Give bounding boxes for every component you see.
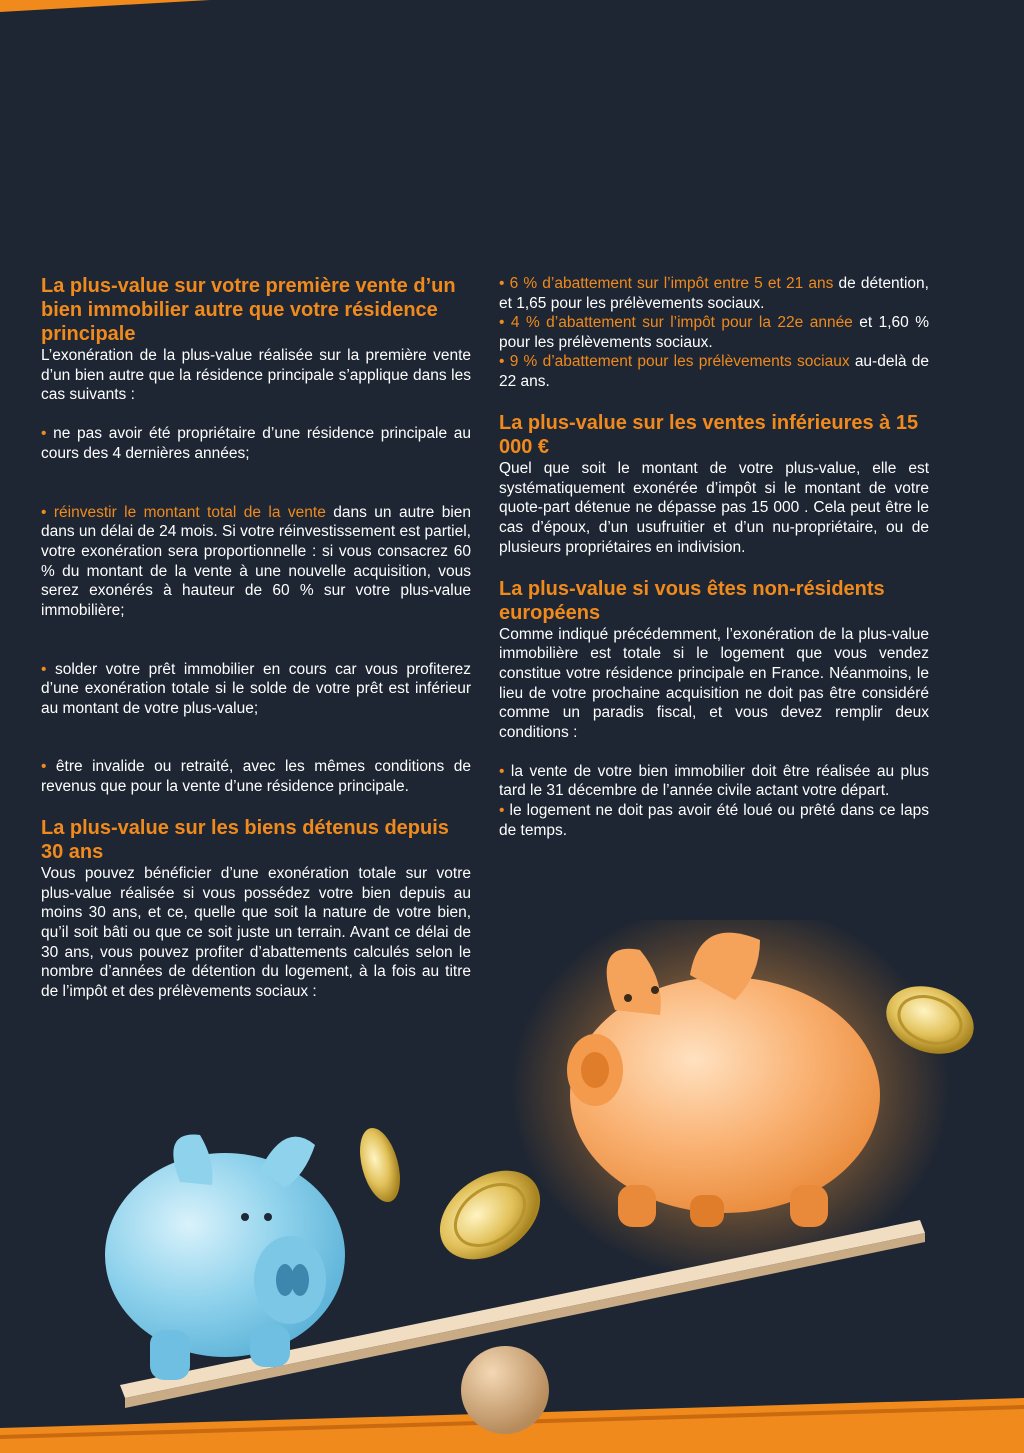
section-title-first-sale: La plus-value sur votre première vente d’un bien immobilier autre que votre résidence principale [41, 275, 456, 345]
list-item [499, 352, 929, 391]
under-15000-text: Quel que soit le montant de votre plus-value, elle est systématiquement exonérée d’impôt si le montant de votre quote-part détenue ne dépasse pas 15 000 . Cela peut être le cas d’époux, d’un usufruitier et d’un nu-propriétaire, ou de plusieurs propriétaires en indivision. [499, 460, 929, 556]
list-item-highlight: 4 % d’abattement sur l’impôt pour la 22e année [510, 314, 853, 332]
30-years-text: Vous pouvez bénéficier d’une exonération totale sur votre plus-value réalisée si vous possédez votre bien depuis au moins 30 ans, et ce, quelle que soit la nature de votre bien, qu’il soit bâti ou que ce soit juste un terrain. Avant ce délai de 30 ans, vous pouvez profiter d’abattements calculés selon le nombre d’années de détention du logement, à la fois au titre de l’impôt et des prélèvements sociaux : [41, 865, 471, 1000]
bullet-icon: • [41, 425, 47, 443]
list-item [41, 757, 471, 796]
seesaw-pivot-ball [461, 1346, 549, 1434]
bullet-icon: • [41, 758, 47, 776]
top-accent-stripe [0, 0, 1024, 14]
bullet-icon: • [41, 660, 47, 678]
list-item-highlight: 9 % d’abattement pour les prélèvements sociaux [509, 353, 850, 371]
list-item-text: solder votre prêt immobilier en cours car vous profiterez d’une exonération totale si le solde de votre prêt est inférieur au montant de votre plus-value; [41, 660, 472, 717]
list-item-text: être invalide ou retraité, avec les mêmes conditions de revenus que pour la vente d’une résidence principale. [41, 758, 472, 796]
list-item-text: dans un autre bien dans un délai de 24 mois. Si votre réinvestissement est partiel, votre exonération sera proportionnelle : si vous consacrez 60 % du montant de la vente à une nouvelle acquisition, vous serez exonérés à hauteur de 60 % sur votre plus-value immobilière; [41, 503, 471, 619]
list-item [499, 274, 929, 313]
right-column [499, 274, 929, 840]
list-item-text: et 1,60 % pour les prélèvements sociaux. [499, 314, 930, 351]
bullet-icon: • [41, 503, 47, 521]
list-item-text: au-delà de 22 ans. [499, 353, 930, 390]
list-item-text: le logement ne doit pas avoir été loué ou prêté dans ce laps de temps. [499, 802, 929, 839]
bullet-icon: • [499, 314, 505, 332]
coin-icon [353, 1124, 407, 1207]
first-sale-intro: L’exonération de la plus-value réalisée sur la première vente d’un bien autre que la résidence principale s’applique dans les cas suivants : [41, 347, 471, 404]
bullet-icon: • [499, 353, 505, 371]
list-item [41, 503, 471, 621]
left-column [41, 274, 471, 1001]
list-item-highlight: réinvestir le montant total de la vente [53, 503, 326, 521]
section-title-non-residents: La plus-value si vous êtes non-résidents européens [499, 577, 885, 624]
list-item [41, 660, 471, 719]
piggy-bank-seesaw-illustration [0, 920, 1024, 1453]
list-item-text: de détention, et 1,65 pour les prélèvements sociaux. [499, 275, 929, 312]
section-title-under-15000: La plus-value sur les ventes inférieures à 15 000 € [499, 412, 919, 459]
list-item-text: ne pas avoir été propriétaire d’une résidence principale au cours des 4 dernières années; [41, 425, 471, 462]
list-item [499, 762, 929, 801]
list-item-text: la vente de votre bien immobilier doit être réalisée au plus tard le 31 décembre de l’année civile actant votre départ. [499, 762, 929, 800]
list-item [499, 801, 929, 840]
list-item [499, 313, 929, 352]
section-title-30-years: La plus-value sur les biens détenus depuis 30 ans [41, 817, 449, 864]
bullet-icon: • [499, 762, 505, 780]
bullet-icon: • [499, 275, 505, 292]
list-item [41, 424, 471, 463]
non-residents-text: Comme indiqué précédemment, l’exonération de la plus-value immobilière est totale si le logement que vous vendez constitue votre résidence principale en France. Néanmoins, le lieu de votre prochaine acquisition ne doit pas être considéré comme un paradis fiscal, et vous devez remplir deux conditions : [499, 625, 929, 741]
bullet-icon: • [499, 802, 505, 820]
blue-piggy-bank [105, 1135, 345, 1380]
list-item-highlight: 6 % d’abattement sur l’impôt entre 5 et 21 ans [509, 275, 834, 292]
